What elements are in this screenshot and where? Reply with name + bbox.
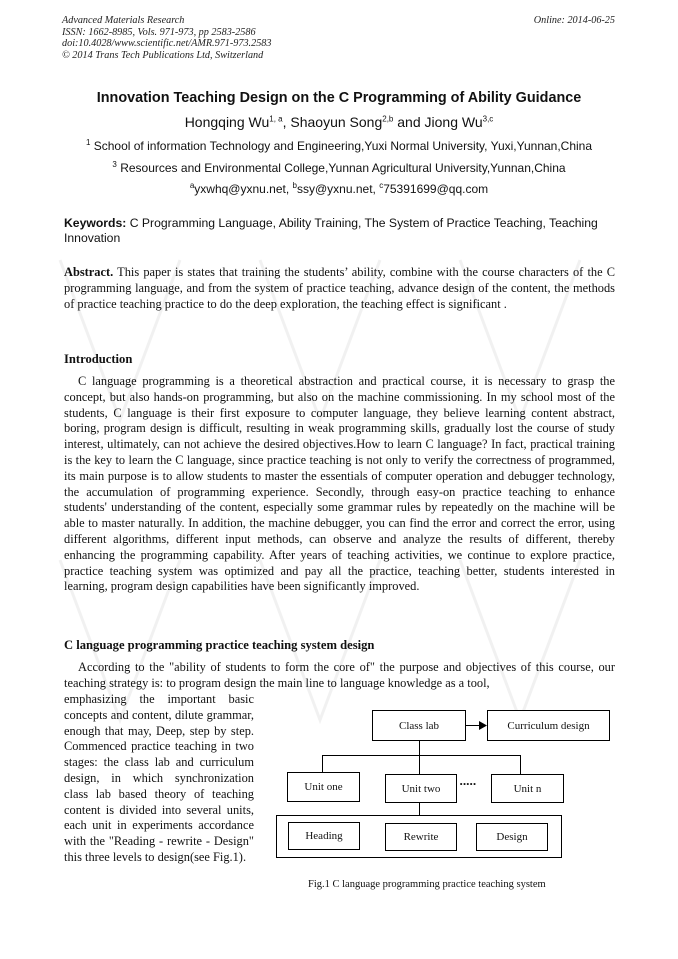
section-heading: C language programming practice teaching system design [64, 638, 375, 652]
abstract-text: This paper is states that training the students’ ability, combine with the course characters of the C programming language, and from the system of practice teaching, advance design of the content, the methods of practice teaching practice to do the deep exploration, the teaching effect is significant . [64, 265, 615, 311]
affiliation-3 [0, 160, 678, 175]
author-name: Jiong Wu [424, 114, 483, 130]
affiliation-text: School of information Technology and Engineering,Yuxi Normal University, Yuxi,Yunnan,China [93, 139, 593, 153]
paper-title: Innovation Teaching Design on the C Programming of Ability Guidance [96, 90, 582, 106]
email: yxwhq@yxnu.net, [194, 182, 293, 196]
design-box: Design [476, 823, 548, 851]
author-name: Hongqing Wu [184, 114, 270, 130]
unit-n-box: Unit n [491, 774, 564, 803]
figure-caption: Fig.1 C language programming practice teaching system [308, 879, 546, 890]
email-sup: c [379, 181, 384, 190]
affiliation-text: Resources and Environmental College,Yunnan Agricultural University,Yunnan,China [120, 161, 566, 175]
connector-line [419, 755, 420, 774]
author-line [0, 114, 678, 130]
intro-paragraph: C language programming is a theoretical abstraction and practical course, it is necessary to grasp the concept, but also hands-on programming, but also on the machine commissioning. In my school most of the students, C language is their first exposure to computer language, they believe learning content abstract, boring, program design is difficult, resulting in weak programming skills, gradually lost the course of study interest, ultimately, can not achieve the desired objectives.How to learn C language? In fact, practical training is the key to learn the C language, since practice teaching is not only to verify the correctness of programmed, its main purpose is to allow students to master the essentials of computer operation and debugger technology, the accumulation of programming experience. Secondly, through easy-on practice teaching to enhance students' understanding of the content, especially some grammar rules by repeatedly on the machine will be able to master naturally. In addition, the machine debugger, you can find the error and correct the error, using different algorithms, different input methods, can observe and analyze the results of different, thereby enhancing the programming capability. After years of teaching activities, we continue to explore practice, practice teaching system was optimized and pay all the practice, teaching better, students interested in learning, program design capabilities have been significantly improved. [64, 374, 615, 594]
author-sup: 2,b [382, 114, 394, 124]
abstract [64, 265, 615, 312]
author-name: Shaoyun Song [290, 114, 383, 130]
author-sup: 3,c [482, 114, 494, 124]
online-date: Online: 2014-06-25 [533, 15, 615, 26]
author-sup: 1, a [269, 114, 283, 124]
journal-name: Advanced Materials Research [62, 15, 185, 26]
copyright-line: © 2014 Trans Tech Publications Ltd, Switzerland [62, 49, 264, 61]
unit-one-box: Unit one [287, 772, 360, 802]
affiliation-sup: 3 [112, 160, 117, 169]
ellipsis-dots: ····· [459, 776, 476, 791]
unit-two-box: Unit two [385, 774, 457, 803]
section-paragraph: According to the "ability of students to form the core of" the purpose and objectives of this course, our teaching strategy is: to program design the main line to language knowledge as a tool, [64, 660, 615, 690]
author-separator: , [282, 114, 291, 130]
connector-line [520, 755, 521, 774]
class-lab-box: Class lab [372, 710, 466, 741]
affiliation-sup: 1 [85, 138, 91, 147]
email-sup: a [189, 181, 195, 190]
email-line [0, 181, 678, 196]
doi-line: doi:10.4028/www.scientific.net/AMR.971-973.2583 [62, 38, 272, 49]
rewrite-box: Rewrite [385, 823, 457, 851]
keywords-label: Keywords: [64, 216, 127, 230]
heading-box: Heading [288, 822, 360, 850]
arrow-head-icon [479, 721, 488, 730]
abstract-label: Abstract. [64, 265, 114, 279]
keywords-text: C Programming Language, Ability Training, The System of Practice Teaching, Teaching Innovation [64, 216, 598, 245]
issn-line: ISSN: 1662-8985, Vols. 971-973, pp 2583-2586 [62, 26, 256, 38]
email: ssy@yxnu.net, [296, 182, 380, 196]
keywords [64, 216, 616, 246]
section-paragraph-column: emphasizing the important basic concepts and content, dilute grammar, enough that may, Deep, step by step. Commenced practice teaching in two stages: the class lab and curriculum design, in which synchronization class lab based theory of teaching content is divided into several units, each unit in experiments accordance with the "Reading - rewrite - Design" this three levels to design(see Fig.1). [64, 692, 254, 864]
connector-line [322, 755, 323, 772]
intro-heading: Introduction [64, 352, 133, 366]
connector-line [322, 755, 521, 756]
affiliation-1 [0, 138, 678, 153]
author-separator: and [393, 114, 425, 130]
email-sup: b [292, 181, 297, 190]
journal-header [62, 15, 271, 61]
connector-line [419, 741, 420, 755]
email: 75391699@qq.com [383, 182, 489, 196]
curriculum-design-box: Curriculum design [487, 710, 610, 741]
